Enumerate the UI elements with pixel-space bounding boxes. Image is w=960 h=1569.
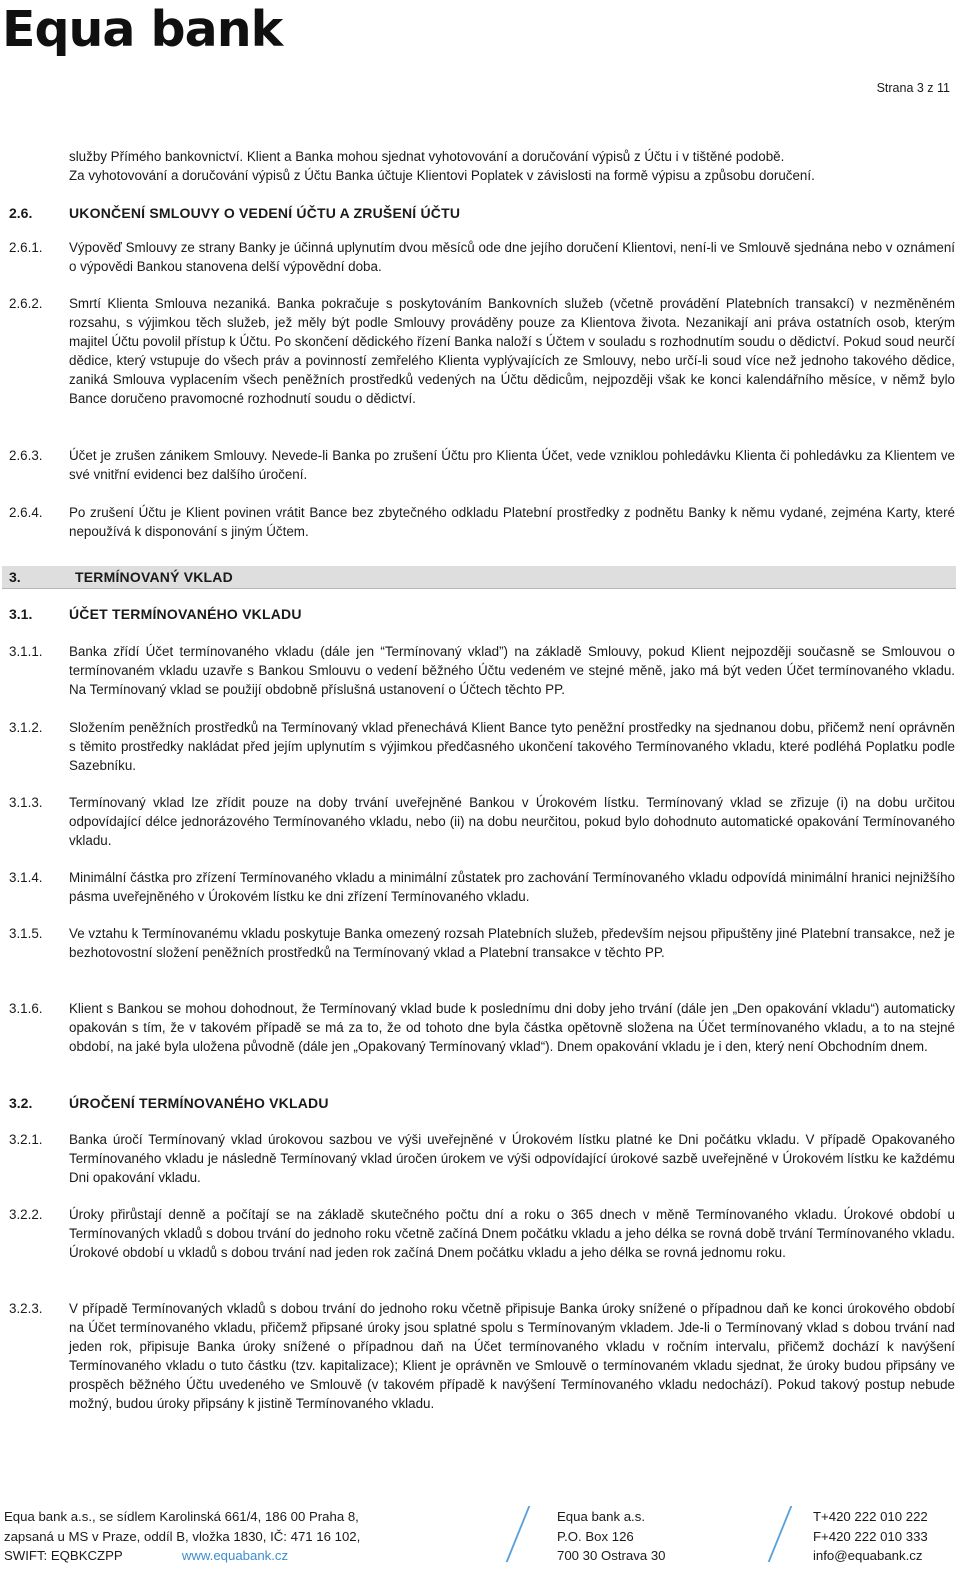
clause-number: 2.6.1.: [9, 240, 43, 255]
clause-number: 3.1.2.: [9, 720, 43, 735]
footer-fax: F+420 222 010 333: [813, 1528, 928, 1544]
clause-number: 2.6.2.: [9, 296, 43, 311]
clause-number: 3.2.2.: [9, 1207, 43, 1222]
page-number: Strana 3 z 11: [876, 81, 950, 95]
clause-text: Složením peněžních prostředků na Termínovaný vklad přenechává Klient Bance tyto peněžní prostředky na sjednanou dobu, přičemž není oprávněn s těmito prostředky nakládat před jejím uplynutím s výjimkou předčasného ukončení takového Termínovaného vkladu, které podléhá Poplatku podle Sazebníku.: [69, 720, 955, 773]
clause-text: Úroky přirůstají denně a počítají se na základě skutečného počtu dní a roku o 365 dnech v měně Termínovaného vkladu. Úrokové období u Termínovaných vkladů s dobou trvání do jednoho roku včetně začíná Dnem počátku vkladu a jeho délka se rovná době trvání Termínovaného vkladu. Úrokové období u vkladů s dobou trvání nad jeden rok začíná Dnem počátku vkladu a jeho délka se rovná jednomu roku.: [69, 1207, 955, 1260]
footer-website-link[interactable]: www.equabank.cz: [181, 1548, 289, 1563]
clause-number: 3.1.5.: [9, 926, 43, 941]
clause-text: Banka úročí Termínovaný vklad úrokovou sazbou ve výši uveřejněné v Úrokovém lístku platné ke Dni počátku vkladu. V případě Opakovaného Termínovaného vkladu je následně Termínovaný vklad úročen úrokem ve výši odpovídající úrokové sazbě uveřejněné v Úrokovém lístku ke každému Dni opakování vkladu.: [69, 1132, 955, 1185]
clause-text: V případě Termínovaných vkladů s dobou trvání do jednoho roku včetně připisuje Banka úroky snížené o případnou daň ke konci úrokového období na Účet termínovaného vkladu, přičemž připsané úroky jsou splatné spolu s Termínovaným vkladem. Jde-li o Termínovaný vklad s dobou trvání nad jeden rok, připisuje Banka úroky snížené o případnou daň na Účet termínovaného vkladu v ročním intervalu, přičemž dochází k navýšení Termínovaného vkladu o tuto částku (tzv. kapitalizace); Klient je oprávněn ve Smlouvě o termínovaném vkladu sjednat, že úroky budou připsány ve prospěch běžného Účtu uvedeného ve Smlouvě (v takovém případě k navýšení Termínovaného vkladu nedochází). Pokud takový postup nebude možný, budou úroky připsány k jistině Termínovaného vkladu.: [69, 1301, 955, 1411]
equa-bank-logo: Equa bank: [2, 1, 283, 58]
heading-number: 3.1.: [9, 606, 33, 622]
clause-text: Minimální částka pro zřízení Termínovaného vkladu a minimální zůstatek pro zachování Termínovaného vkladu odpovídá minimální hranici nejnižšího pásma uveřejněného v Úrokovém lístku ke dni zřízení Termínovaného vkladu.: [69, 870, 955, 904]
footer-phone[interactable]: T+420 222 010 222: [813, 1509, 928, 1524]
heading-title: UKONČENÍ SMLOUVY O VEDENÍ ÚČTU A ZRUŠENÍ ÚČTU: [69, 205, 461, 221]
clause-number: 3.1.1.: [9, 644, 43, 659]
footer-swift: SWIFT: EQBKCZPP: [4, 1548, 123, 1563]
clause-text: Účet je zrušen zánikem Smlouvy. Nevede-li Banka po zrušení Účtu pro Klienta Účet, vede vzniklou pohledávku Klienta či pohledávku za Klientem ve své vnitřní evidenci bez dalšího úročení.: [69, 448, 955, 482]
footer-line: Equa bank a.s., se sídlem Karolinská 661/4, 186 00 Praha 8,: [4, 1509, 359, 1524]
footer-divider: [506, 1506, 531, 1562]
clause-text: Banka zřídí Účet termínovaného vkladu (dále jen “Termínovaný vklad”) na základě Smlouvy, pokud Klient nejpozději současně se Smlouvou o termínovaném vkladu uzavře s Bankou Smlouvu o vedení běžného Účtu vedeném ve stejné měně, jako má být veden Účet termínovaného vkladu. Na Termínovaný vklad se použijí obdobně příslušná ustanovení o Účtech těchto PP.: [69, 644, 955, 697]
footer-divider: [768, 1506, 793, 1562]
clause-text: Klient s Bankou se mohou dohodnout, že Termínovaný vklad bude k poslednímu dni doby jeho trvání (dále jen „Den opakování vkladu“) automaticky opakován s tím, že v takovém případě se má za to, že od tohoto dne byla částka opětovně složena na Účet termínovaného vkladu, a to na stejné období, na jaké byla uložena původně (dále jen „Opakovaný Termínovaný vklad“). Dnem opakování vkladu je i den, který není Obchodním dnem.: [69, 1001, 955, 1054]
clause-number: 2.6.3.: [9, 448, 43, 463]
footer-line: 700 30 Ostrava 30: [557, 1548, 666, 1563]
footer-line: Equa bank a.s.: [557, 1509, 645, 1524]
heading-title: ÚROČENÍ TERMÍNOVANÉHO VKLADU: [69, 1095, 329, 1111]
clause-number: 2.6.4.: [9, 505, 43, 520]
heading-number: 3.2.: [9, 1095, 33, 1111]
clause-text: Výpověď Smlouvy ze strany Banky je účinná uplynutím dvou měsíců ode dne jejího doručení Klientovi, není-li ve Smlouvě sjednána nebo v oznámení o výpovědi Bankou stanovena delší výpovědní doba.: [69, 240, 955, 274]
footer-line: [4, 1546, 360, 1566]
intro-line: Za vyhotovování a doručování výpisů z Účtu Banka účtuje Klientovi Poplatek v závislosti na formě výpisu a způsobu doručení.: [69, 168, 815, 183]
footer-contact: [813, 1507, 928, 1566]
clause-text: Smrtí Klienta Smlouva nezaniká. Banka pokračuje s poskytováním Bankovních služeb (včetně provádění Platebních transakcí) v nezměněném rozsahu, s výjimkou těch služeb, jež měly být podle Smlouvy prováděny pouze za Klientova života. Nezanikají ani práva ostatních osob, kterým majitel Účtu povolil přístup k Účtu. Po skončení dědického řízení Banka naloží s Účtem v souladu s rozhodnutím soudu o dědictví. Pokud soud neurčí dědice, který vstupuje do všech práv a povinností zemřelého Klienta vyplývajících ze Smlouvy, nebo určí-li soud více než jednoho takového dědice, zaniká Smlouva vyplacením všech peněžních prostředků vedených na Účtu dědicům, nejpozději však ke konci kalendářního měsíce, v němž bylo Bance doručeno pravomocné rozhodnutí soudu o dědictví.: [69, 296, 955, 406]
footer-email[interactable]: info@equabank.cz: [813, 1548, 923, 1563]
clause-number: 3.1.6.: [9, 1001, 43, 1016]
heading-title: ÚČET TERMÍNOVANÉHO VKLADU: [69, 606, 302, 622]
footer-line: zapsaná u MS v Praze, oddíl B, vložka 1830, IČ: 471 16 102,: [4, 1528, 361, 1544]
clause-number: 3.2.1.: [9, 1132, 43, 1147]
footer-company-info: [4, 1507, 360, 1566]
clause-text: Termínovaný vklad lze zřídit pouze na doby trvání uveřejněné Bankou v Úrokovém lístku. Termínovaný vklad se zřizuje (i) na dobu určitou odpovídající délce jednorázového Termínovaného vkladu, nebo (ii) na dobu neurčitou, pokud bylo dohodnuto automatické opakování Termínovaného vkladu.: [69, 795, 955, 848]
section-title: TERMÍNOVANÝ VKLAD: [75, 569, 233, 585]
clause-number: 3.1.3.: [9, 795, 43, 810]
intro-paragraph: [69, 147, 955, 185]
page-footer: [0, 1500, 960, 1569]
footer-line: P.O. Box 126: [557, 1528, 634, 1544]
clause-number: 3.2.3.: [9, 1301, 43, 1316]
footer-postal-address: [557, 1507, 666, 1566]
clause-text: Ve vztahu k Termínovanému vkladu poskytuje Banka omezený rozsah Platebních služeb, především nejsou připuštěny jiné Platební transakce, než je bezhotovostní složení peněžních prostředků na Termínovaný vklad a Platební transakce v těchto PP.: [69, 926, 955, 960]
intro-line: služby Přímého bankovnictví. Klient a Banka mohou sjednat vyhotovování a doručování výpisů z Účtu i v tištěné podobě.: [69, 149, 785, 164]
heading-number: 2.6.: [9, 205, 33, 221]
clause-number: 3.1.4.: [9, 870, 43, 885]
section-number: 3.: [9, 569, 21, 585]
section-3-bar: [2, 566, 956, 589]
clause-text: Po zrušení Účtu je Klient povinen vrátit Bance bez zbytečného odkladu Platební prostředky z podnětu Banky k němu vydané, zejména Karty, které nepoužívá k disponování s jiným Účtem.: [69, 505, 955, 539]
